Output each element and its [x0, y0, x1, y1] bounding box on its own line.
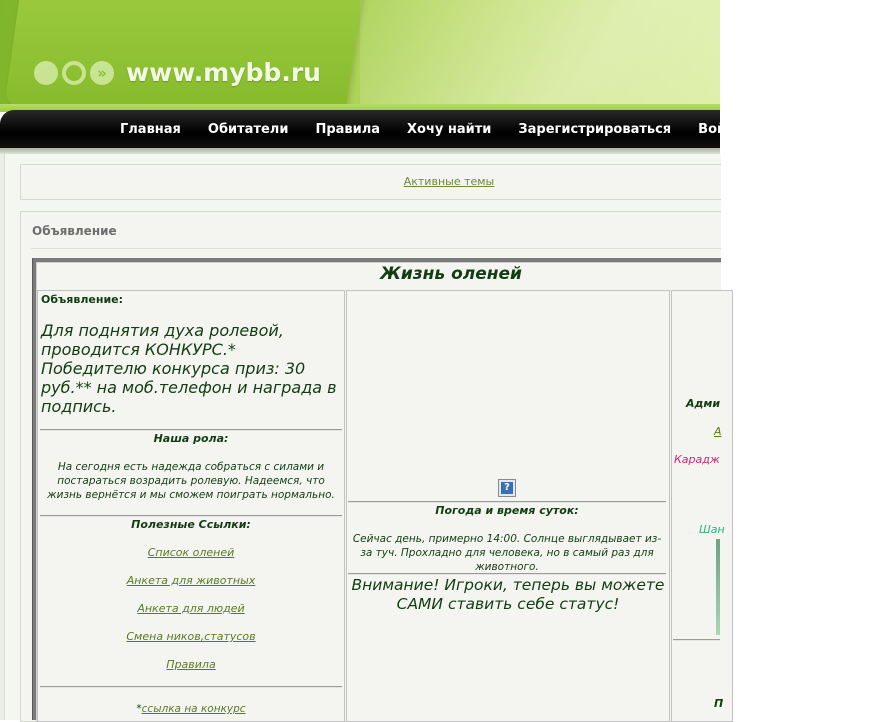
nav-item-login[interactable]: Войти — [698, 121, 743, 137]
divider — [40, 515, 342, 517]
header-tab-shape — [4, 0, 363, 108]
divider — [40, 429, 342, 431]
active-topics-box — [20, 164, 721, 200]
nav-item-register[interactable]: Зарегистрироваться — [518, 121, 672, 137]
nav-item-search[interactable]: Хочу найти — [407, 121, 492, 137]
status-notice: Внимание! Игроки, теперь вы можете САМИ ставить себе статус! — [351, 576, 665, 613]
right-column-cell — [671, 290, 733, 722]
header-shine — [360, 0, 740, 112]
weather-heading: Погода и время суток: — [435, 504, 579, 517]
human-form-link[interactable]: Анкета для людей — [137, 602, 245, 615]
announcement-title: Объявление — [32, 224, 117, 238]
nick-change-link[interactable]: Смена ников,статусов — [126, 630, 256, 643]
member-avatar — [716, 539, 720, 635]
footnote: *ссылка на конкурс — [136, 703, 246, 715]
bottom-label: П — [714, 697, 724, 710]
member-name: Шан — [699, 523, 725, 536]
logo-arrow-icon: » — [90, 61, 114, 85]
link-human-form — [40, 602, 342, 615]
nav-item-members[interactable]: Обитатели — [207, 121, 289, 137]
nav-item-rules[interactable]: Правила — [315, 121, 381, 137]
divider — [673, 639, 720, 641]
link-deer-list — [40, 546, 342, 559]
moderator-name: Карадж — [674, 453, 720, 466]
link-animal-form — [40, 574, 342, 587]
divider — [348, 501, 666, 503]
notice-heading: Объявление: — [41, 293, 124, 306]
site-logo[interactable] — [34, 58, 321, 87]
contest-text: Для поднятия духа ролевой, проводится КОНКУРС.* Победителю конкурса приз: 30 руб.** на моб.телефон и награда в подпись. — [41, 321, 337, 416]
admin-label: Адми — [686, 397, 721, 410]
main-navbar — [0, 110, 743, 148]
logo-dot-icon — [34, 61, 58, 85]
weather-text: Сейчас день, примерно 14:00. Солнце выглядывает из-за туч. Прохладно для человека, но в самый раз для животного. — [352, 533, 662, 573]
logo-ring-icon — [62, 61, 86, 85]
divider — [348, 573, 666, 575]
nav-item-home[interactable]: Главная — [120, 121, 181, 137]
rules-link[interactable]: Правила — [166, 658, 216, 671]
deer-list-link[interactable]: Список оленей — [147, 546, 235, 559]
links-heading: Полезные Ссылки: — [131, 518, 251, 531]
link-nick-change — [40, 630, 342, 643]
active-topics-link[interactable]: Активные темы — [403, 175, 495, 188]
table-title: Жизнь оленей — [380, 264, 522, 284]
contest-link[interactable]: ссылка на конкурс — [141, 703, 246, 715]
logo-text: www.mybb.ru — [126, 58, 321, 87]
site-header — [0, 0, 720, 112]
admin-link[interactable]: А — [714, 425, 722, 438]
animal-form-link[interactable]: Анкета для животных — [126, 574, 256, 587]
divider — [40, 686, 342, 688]
question-image-icon: ? — [498, 479, 516, 497]
role-text: На сегодня есть надежда собраться с силами и постараться возрадить ролевую. Надеемся, что жизнь вернётся и мы сможем поиграть нормально. — [47, 461, 335, 501]
link-rules — [40, 658, 342, 671]
announcement-divider — [31, 248, 721, 249]
role-heading: Наша рола: — [153, 432, 229, 445]
